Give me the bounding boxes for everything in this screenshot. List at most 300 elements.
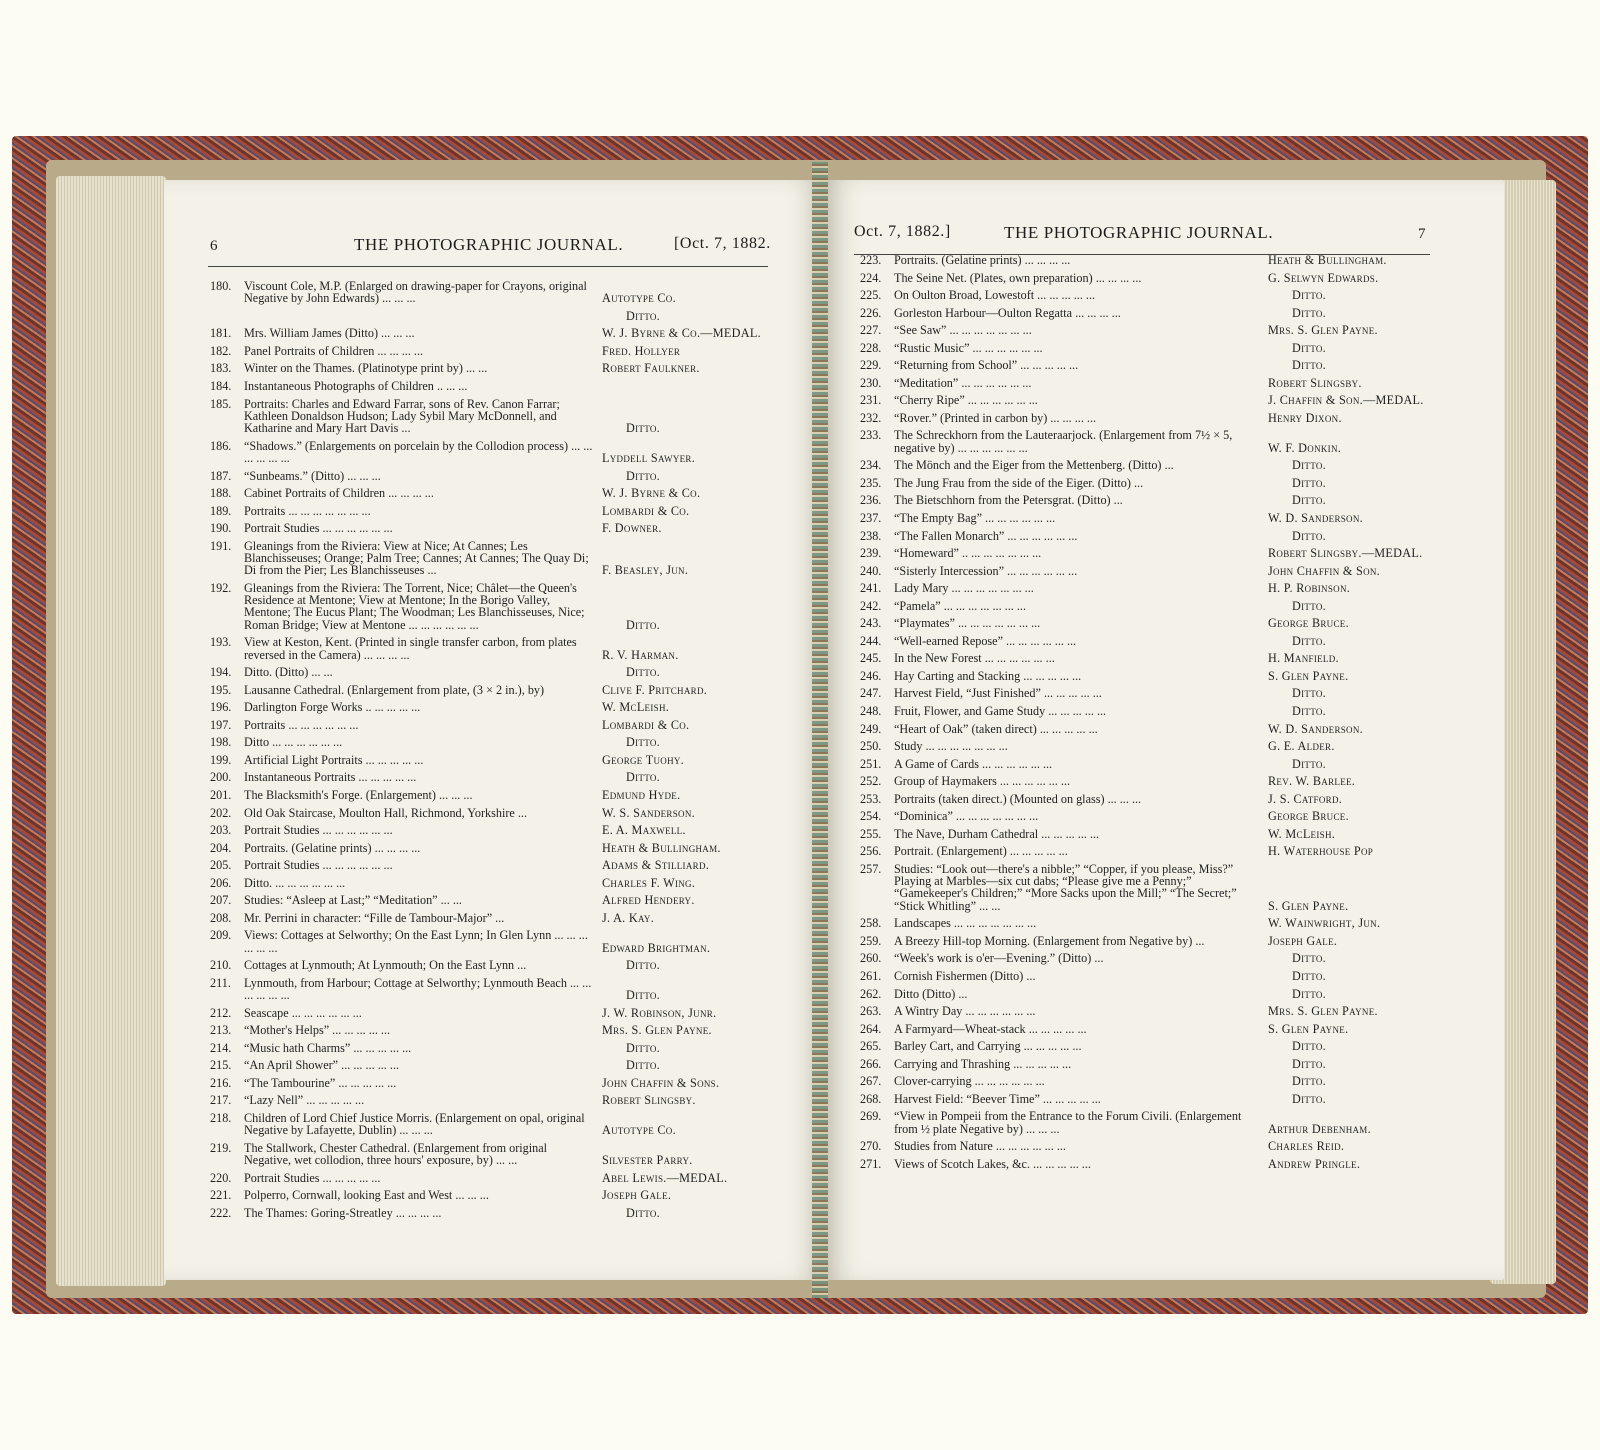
entry-exhibitor: Alfred Hendery.	[602, 894, 695, 907]
catalogue-entry	[210, 684, 810, 696]
right-page	[824, 180, 1504, 1280]
entry-number: 256.	[860, 844, 882, 859]
entry-title: Portrait Studies ... ... ... ... ... ...	[244, 521, 393, 536]
entry-exhibitor: Mrs. S. Glen Payne.	[602, 1024, 712, 1037]
catalogue-entry	[860, 793, 1492, 805]
entry-title: “Cherry Ripe” ... ... ... ... ... ...	[894, 393, 1038, 408]
entry-exhibitor: Lyddell Sawyer.	[602, 452, 696, 465]
entry-number: 207.	[210, 893, 232, 908]
entry-exhibitor: Robert Slingsby.—MEDAL.	[1268, 547, 1423, 560]
entry-number: 194.	[210, 665, 232, 680]
right-page-number: 7	[1418, 226, 1426, 242]
catalogue-entry	[860, 307, 1492, 319]
entry-number: 268.	[860, 1091, 882, 1106]
entry-exhibitor: W. McLeish.	[1268, 827, 1336, 841]
catalogue-entry	[210, 1142, 810, 1167]
catalogue-entry	[860, 1093, 1492, 1105]
entry-title: Studies: “Asleep at Last;” “Meditation” ... ...	[244, 893, 462, 908]
entry-exhibitor: W. J. Byrne & Co.	[602, 487, 701, 500]
entry-title: The Seine Net. (Plates, own preparation) ... ... ... ...	[894, 270, 1142, 285]
entry-number: 210.	[210, 958, 232, 973]
catalogue-entry	[860, 705, 1492, 717]
catalogue-entry	[210, 789, 810, 801]
catalogue-entry	[210, 470, 810, 482]
entry-exhibitor: Fred. Hollyer	[602, 344, 681, 358]
catalogue-entry	[210, 824, 810, 836]
entry-number: 271.	[860, 1156, 882, 1171]
entry-number: 182.	[210, 343, 232, 358]
entry-title: “Lazy Nell” ... ... ... ... ...	[244, 1093, 365, 1108]
entry-title: Clover-carrying ... ... ... ... ... ...	[894, 1074, 1045, 1089]
right-entries-list	[860, 254, 1492, 1175]
entry-number: 214.	[210, 1040, 232, 1055]
entry-title: Panel Portraits of Children ... ... ... ...	[244, 343, 424, 358]
catalogue-entry	[860, 723, 1492, 735]
entry-number: 229.	[860, 358, 882, 373]
book-spine	[812, 162, 828, 1298]
entry-exhibitor: John Chaffin & Sons.	[602, 1076, 720, 1090]
entry-title: Lady Mary ... ... ... ... ... ... ...	[894, 581, 1034, 596]
entry-exhibitor: W. J. Byrne & Co.—MEDAL.	[602, 327, 761, 340]
catalogue-entry	[210, 719, 810, 731]
entry-title: Views of Scotch Lakes, &c. ... ... ... ... ...	[894, 1156, 1091, 1171]
entry-exhibitor: W. F. Donkin.	[1268, 441, 1342, 455]
entry-title: Ditto ... ... ... ... ... ...	[244, 735, 343, 750]
entry-title: Studies from Nature ... ... ... ... ... ...	[894, 1139, 1066, 1154]
entry-number: 239.	[860, 546, 882, 561]
catalogue-entry	[860, 324, 1492, 336]
entry-title: Portraits: Charles and Edward Farrar, sons of Rev. Canon Farrar; Kathleen Donaldson Hudson; Lady Sybil Mary McDonnell, and Katharine and Mary Hart Davis ...	[244, 396, 560, 436]
catalogue-entry	[860, 377, 1492, 389]
entry-title: Lynmouth, from Harbour; Cottage at Selworthy; Lynmouth Beach ... ... ... ... ... ...	[244, 975, 592, 1003]
entry-exhibitor: Ditto.	[1292, 306, 1326, 319]
entry-title: “Pamela” ... ... ... ... ... ... ...	[894, 598, 1027, 613]
entry-number: 252.	[860, 774, 882, 789]
entry-number: 246.	[860, 668, 882, 683]
entry-exhibitor: Arthur Debenham.	[1268, 1122, 1371, 1135]
catalogue-entry	[210, 1077, 810, 1089]
entry-number: 185.	[210, 396, 232, 411]
entry-exhibitor: Henry Dixon.	[1268, 411, 1342, 425]
entry-title: “Rustic Music” ... ... ... ... ... ...	[894, 340, 1043, 355]
entry-number: 266.	[860, 1056, 882, 1071]
entry-title: Winter on the Thames. (Platinotype print by) ... ...	[244, 361, 488, 376]
entry-exhibitor: Joseph Gale.	[1268, 934, 1338, 948]
catalogue-entry	[860, 412, 1492, 424]
catalogue-entry	[860, 1140, 1492, 1152]
catalogue-entry	[860, 758, 1492, 770]
entry-number: 255.	[860, 826, 882, 841]
entry-title: “The Tambourine” ... ... ... ... ...	[244, 1075, 397, 1090]
catalogue-entry	[210, 771, 810, 783]
catalogue-entry	[210, 859, 810, 871]
entry-exhibitor: Robert Slingsby.	[602, 1094, 696, 1107]
catalogue-entry	[860, 670, 1492, 682]
entry-exhibitor: Ditto.	[1292, 359, 1326, 372]
entry-title: “Mother's Helps” ... ... ... ... ...	[244, 1023, 391, 1038]
catalogue-entry	[210, 540, 810, 577]
entry-exhibitor: Adams & Stilliard.	[602, 859, 710, 872]
entry-number: 184.	[210, 379, 232, 394]
entry-number: 211.	[210, 975, 231, 990]
entry-exhibitor: S. Glen Payne.	[1268, 899, 1349, 913]
entry-exhibitor: S. Glen Payne.	[1268, 669, 1349, 683]
entry-title: Instantaneous Portraits ... ... ... ... ...	[244, 770, 417, 785]
entry-title: A Farmyard—Wheat-stack ... ... ... ... ...	[894, 1021, 1087, 1036]
entry-title: “Well-earned Repose” ... ... ... ... ... ...	[894, 633, 1077, 648]
entry-exhibitor: S. Glen Payne.	[1268, 1022, 1349, 1035]
entry-number: 189.	[210, 503, 232, 518]
catalogue-entry	[860, 254, 1492, 266]
entry-title: “Playmates” ... ... ... ... ... ... ...	[894, 616, 1041, 631]
entry-title: Lausanne Cathedral. (Enlargement from plate, (3 × 2 in.), by)	[244, 682, 545, 697]
entry-exhibitor: Ditto.	[1292, 1057, 1326, 1070]
entry-title: Old Oak Staircase, Moulton Hall, Richmond, Yorkshire ...	[244, 805, 527, 820]
catalogue-entry	[860, 952, 1492, 964]
catalogue-entry	[210, 345, 810, 357]
entry-number: 196.	[210, 700, 232, 715]
entry-title: Portrait. (Enlargement) ... ... ... ... ...	[894, 844, 1068, 859]
entry-number: 217.	[210, 1093, 232, 1108]
entry-exhibitor: Ditto.	[626, 618, 660, 632]
entry-title: “Shadows.” (Enlargements on porcelain by the Collodion process) ... ... ... ... ... ...	[244, 438, 593, 466]
catalogue-entry	[860, 740, 1492, 752]
entry-exhibitor: Ditto.	[626, 422, 660, 435]
entry-number: 236.	[860, 493, 882, 508]
entry-number: 249.	[860, 721, 882, 736]
entry-exhibitor: Ditto.	[626, 989, 660, 1002]
entry-title: Ditto. (Ditto) ... ...	[244, 665, 333, 680]
entry-title: Portrait Studies ... ... ... ... ... ...	[244, 858, 393, 873]
entry-exhibitor: John Chaffin & Son.	[1268, 564, 1381, 577]
entry-title: Artificial Light Portraits ... ... ... ... ...	[244, 752, 424, 767]
catalogue-entry	[860, 935, 1492, 947]
entry-title: Views: Cottages at Selworthy; On the East Lynn; In Glen Lynn ... ... ... ... ... ...	[244, 928, 588, 955]
entry-title: Harvest Field, “Just Finished” ... ... ... ... ...	[894, 686, 1102, 701]
entry-exhibitor: Ditto.	[626, 666, 660, 679]
entry-number: 188.	[210, 486, 232, 501]
entry-exhibitor: Ditto.	[626, 1206, 660, 1219]
entry-title: Study ... ... ... ... ... ... ...	[894, 739, 1008, 754]
catalogue-entry	[860, 810, 1492, 822]
entry-title: Instantaneous Photographs of Children .. ... ...	[244, 379, 468, 394]
entry-exhibitor: H. Waterhouse Pop	[1268, 845, 1374, 858]
entry-title: Fruit, Flower, and Game Study ... ... ... ... ...	[894, 703, 1107, 718]
entry-exhibitor: Ditto.	[1292, 289, 1326, 302]
entry-title: Studies: “Look out—there's a nibble;” “Copper, if you please, Miss?” Playing at Marbles—six cut dabs; “Please give me a Penny;” “Gamekeeper's Children;” “More Sacks upon the Mill;” “The Secret;” “Stick Whitling” ... ...	[894, 861, 1237, 913]
catalogue-entry	[210, 1172, 810, 1184]
entry-number: 226.	[860, 305, 882, 320]
catalogue-entry	[860, 394, 1492, 406]
entry-title: On Oulton Broad, Lowestoft ... ... ... ... ...	[894, 288, 1096, 303]
catalogue-entry	[860, 1058, 1492, 1070]
entry-number: 228.	[860, 340, 882, 355]
entry-number: 253.	[860, 791, 882, 806]
entry-exhibitor: Ditto.	[1292, 1040, 1326, 1053]
entry-number: 209.	[210, 928, 232, 943]
catalogue-entry	[860, 582, 1492, 594]
entry-number: 235.	[860, 475, 882, 490]
entry-title: “See Saw” ... ... ... ... ... ... ...	[894, 323, 1032, 338]
catalogue-entry	[860, 494, 1492, 506]
entry-number: 183.	[210, 361, 232, 376]
entry-title: Hay Carting and Stacking ... ... ... ... ...	[894, 668, 1082, 683]
entry-exhibitor: J. Chaffin & Son.—MEDAL.	[1268, 394, 1424, 407]
entry-title: “View in Pompeii from the Entrance to the Forum Civili. (Enlargement from ½ plate Negative by) ... ... ...	[894, 1109, 1242, 1136]
entry-exhibitor: Charles F. Wing.	[602, 876, 696, 890]
catalogue-entry	[860, 530, 1492, 542]
entry-title: “The Empty Bag” ... ... ... ... ... ...	[894, 510, 1056, 525]
entry-number: 261.	[860, 968, 882, 983]
entry-exhibitor: Ditto.	[1292, 476, 1326, 490]
catalogue-entry	[860, 359, 1492, 371]
entry-title: In the New Forest ... ... ... ... ... ...	[894, 651, 1055, 666]
entry-title: Cottages at Lynmouth; At Lynmouth; On the East Lynn ...	[244, 958, 527, 973]
entry-number: 270.	[860, 1139, 882, 1154]
right-page-header	[824, 218, 1504, 248]
catalogue-entry	[210, 736, 810, 748]
entry-number: 262.	[860, 986, 882, 1001]
entry-title: Portraits ... ... ... ... ... ...	[244, 717, 359, 732]
catalogue-entry	[860, 565, 1492, 577]
entry-title: “The Fallen Monarch” ... ... ... ... ... ...	[894, 528, 1078, 543]
catalogue-entry	[860, 617, 1492, 629]
entry-exhibitor: R. V. Harman.	[602, 648, 679, 661]
catalogue-entry	[860, 635, 1492, 647]
entry-title: “Heart of Oak” (taken direct) ... ... ... ... ...	[894, 721, 1098, 736]
entry-number: 199.	[210, 752, 232, 767]
entry-title: View at Keston, Kent. (Printed in single transfer carbon, from plates reversed in the Camera) ... ... ... ...	[244, 635, 577, 662]
entry-exhibitor: Lombardi & Co.	[602, 718, 690, 732]
entry-exhibitor: Autotype Co.	[602, 292, 676, 305]
entry-title: Group of Haymakers ... ... ... ... ... ...	[894, 774, 1071, 789]
entry-exhibitor: Ditto.	[1292, 529, 1326, 542]
entry-number: 204.	[210, 840, 232, 855]
entry-number: 192.	[210, 580, 232, 595]
catalogue-entry	[860, 845, 1492, 857]
catalogue-entry	[860, 272, 1492, 284]
entry-number: 224.	[860, 270, 882, 285]
catalogue-entry	[860, 547, 1492, 559]
entry-number: 222.	[210, 1205, 232, 1220]
entry-number: 187.	[210, 468, 232, 483]
right-page-date: Oct. 7, 1882.]	[854, 223, 951, 240]
left-page-header	[164, 230, 824, 260]
catalogue-entry	[860, 1005, 1492, 1017]
entry-exhibitor: Mrs. S. Glen Payne.	[1268, 324, 1378, 337]
catalogue-entry	[210, 1024, 810, 1036]
catalogue-entry	[860, 652, 1492, 664]
entry-exhibitor: Ditto.	[1292, 952, 1326, 965]
entry-number: 231.	[860, 393, 882, 408]
entry-title: The Blacksmith's Forge. (Enlargement) ... ... ...	[244, 788, 473, 802]
catalogue-entry	[210, 701, 810, 713]
entry-title: “Sisterly Intercession” ... ... ... ... ... ...	[894, 563, 1078, 578]
entry-number: 221.	[210, 1188, 232, 1203]
entry-number: 227.	[860, 323, 882, 338]
entry-exhibitor: Rev. W. Barlee.	[1268, 775, 1356, 788]
entry-title: Cabinet Portraits of Children ... ... ... ...	[244, 486, 434, 501]
entry-exhibitor: Ditto.	[626, 309, 660, 323]
catalogue-entry	[210, 1042, 810, 1054]
entry-number: 206.	[210, 875, 232, 890]
catalogue-entry	[210, 1007, 810, 1019]
entry-exhibitor: W. S. Sanderson.	[602, 806, 695, 819]
entry-title: A Wintry Day ... ... ... ... ... ...	[894, 1004, 1036, 1019]
entry-number: 208.	[210, 910, 232, 925]
left-running-title: THE PHOTOGRAPHIC JOURNAL.	[354, 235, 624, 254]
entry-number: 203.	[210, 823, 232, 838]
entry-title: Landscapes ... ... ... ... ... ... ...	[894, 916, 1037, 931]
entry-number: 241.	[860, 581, 882, 596]
catalogue-entry	[860, 477, 1492, 489]
catalogue-entry	[860, 1158, 1492, 1170]
entry-title: Portrait Studies ... ... ... ... ...	[244, 1170, 381, 1185]
entry-number: 202.	[210, 805, 232, 820]
catalogue-entry	[210, 310, 810, 322]
entry-number: 181.	[210, 326, 232, 341]
entry-title: The Jung Frau from the side of the Eiger. (Ditto) ...	[894, 475, 1144, 490]
entry-exhibitor: Ditto.	[626, 771, 660, 784]
catalogue-entry	[860, 863, 1492, 912]
entry-exhibitor: Autotype Co.	[602, 1124, 676, 1137]
entry-number: 238.	[860, 528, 882, 543]
left-page-date: [Oct. 7, 1882.	[674, 235, 771, 252]
catalogue-entry	[860, 512, 1492, 524]
entry-title: Portraits ... ... ... ... ... ... ...	[244, 503, 371, 518]
catalogue-entry	[210, 842, 810, 854]
entry-exhibitor: Ditto.	[1292, 969, 1326, 983]
entry-number: 248.	[860, 703, 882, 718]
entry-exhibitor: Charles Reid.	[1268, 1140, 1345, 1153]
book-cover	[12, 136, 1588, 1314]
entry-title: Barley Cart, and Carrying ... ... ... ... ...	[894, 1039, 1082, 1054]
catalogue-entry	[860, 775, 1492, 787]
entry-exhibitor: Ditto.	[626, 959, 660, 972]
entry-number: 219.	[210, 1140, 232, 1155]
entry-number: 269.	[860, 1109, 882, 1124]
catalogue-entry	[210, 362, 810, 374]
entry-title: Ditto (Ditto) ...	[894, 986, 968, 1001]
catalogue-entry	[210, 959, 810, 971]
entry-title: “Returning from School” ... ... ... ... ...	[894, 358, 1079, 373]
entry-number: 225.	[860, 288, 882, 303]
entry-number: 244.	[860, 633, 882, 648]
catalogue-entry	[210, 1189, 810, 1201]
catalogue-entry	[210, 380, 810, 392]
entry-number: 267.	[860, 1074, 882, 1089]
catalogue-entry	[210, 807, 810, 819]
entry-title: “Homeward” .. ... ... ... ... ... ...	[894, 546, 1042, 561]
entry-number: 265.	[860, 1039, 882, 1054]
entry-title: The Schreckhorn from the Lauteraarjock. (Enlargement from 7½ × 5, negative by) ... ... ... ... ... ...	[894, 428, 1233, 455]
entry-title: Polperro, Cornwall, looking East and West ... ... ...	[244, 1188, 489, 1203]
entry-number: 263.	[860, 1004, 882, 1019]
entry-exhibitor: Ditto.	[1292, 987, 1326, 1000]
entry-title: Portraits (taken direct.) (Mounted on glass) ... ... ...	[894, 791, 1142, 806]
entry-number: 216.	[210, 1075, 232, 1090]
entry-exhibitor: Abel Lewis.—MEDAL.	[602, 1171, 728, 1184]
catalogue-entry	[860, 687, 1492, 699]
right-running-title: THE PHOTOGRAPHIC JOURNAL.	[1004, 223, 1274, 242]
entry-title: Portraits. (Gelatine prints) ... ... ... ...	[244, 840, 421, 855]
entry-title: Cornish Fishermen (Ditto) ...	[894, 968, 1036, 983]
catalogue-entry	[210, 666, 810, 678]
catalogue-entry	[210, 487, 810, 499]
entry-title: Portraits. (Gelatine prints) ... ... ... ...	[894, 253, 1071, 267]
catalogue-entry	[860, 917, 1492, 929]
entry-title: Seascape ... ... ... ... ... ...	[244, 1005, 362, 1020]
entry-number: 220.	[210, 1170, 232, 1185]
entry-number: 237.	[860, 510, 882, 525]
entry-title: Mrs. William James (Ditto) ... ... ...	[244, 326, 415, 341]
entry-title: The Thames: Goring-Streatley ... ... ... ...	[244, 1205, 442, 1220]
entry-exhibitor: Ditto.	[1292, 687, 1326, 700]
catalogue-entry	[210, 977, 810, 1002]
entry-exhibitor: F. Downer.	[602, 522, 662, 535]
entry-title: Ditto. ... ... ... ... ... ...	[244, 875, 346, 890]
catalogue-entry	[210, 1059, 810, 1071]
catalogue-entry	[210, 877, 810, 889]
entry-number: 230.	[860, 375, 882, 390]
catalogue-entry	[210, 754, 810, 766]
entry-number: 254.	[860, 809, 882, 824]
page-edges-left	[56, 176, 166, 1286]
catalogue-entry	[210, 505, 810, 517]
entry-title: Carrying and Thrashing ... ... ... ... ...	[894, 1056, 1072, 1071]
catalogue-entry	[210, 1207, 810, 1219]
entry-exhibitor: F. Beasley, Jun.	[602, 564, 689, 577]
entry-title: The Stallwork, Chester Cathedral. (Enlargement from original Negative, wet collodion, three hours' exposure, by) ... ...	[244, 1140, 548, 1168]
catalogue-entry	[210, 327, 810, 339]
left-page	[164, 180, 824, 1280]
catalogue-entry	[860, 429, 1492, 454]
catalogue-entry	[210, 1094, 810, 1106]
entry-title: “Week's work is o'er—Evening.” (Ditto) ...	[894, 951, 1104, 966]
entry-exhibitor: George Tuohy.	[602, 753, 685, 767]
entry-title: A Game of Cards ... ... ... ... ... ...	[894, 756, 1053, 771]
entry-title: “Sunbeams.” (Ditto) ... ... ...	[244, 468, 381, 483]
entry-number: 190.	[210, 521, 232, 536]
entry-exhibitor: Ditto.	[626, 469, 660, 482]
catalogue-entry	[860, 289, 1492, 301]
entry-number: 257.	[860, 861, 882, 876]
catalogue-entry	[860, 1040, 1492, 1052]
entry-exhibitor: Ditto.	[1292, 757, 1326, 770]
entry-number: 193.	[210, 635, 232, 650]
catalogue-entry	[210, 522, 810, 534]
entry-number: 247.	[860, 686, 882, 701]
entry-title: The Mönch and the Eiger from the Mettenberg. (Ditto) ...	[894, 458, 1174, 473]
catalogue-entry	[860, 1110, 1492, 1135]
entry-exhibitor: W. D. Sanderson.	[1268, 511, 1364, 525]
entry-number: 260.	[860, 951, 882, 966]
entry-number: 200.	[210, 770, 232, 785]
catalogue-entry	[210, 280, 810, 305]
entry-exhibitor: Robert Slingsby.	[1268, 376, 1362, 390]
entry-title: “Music hath Charms” ... ... ... ... ...	[244, 1040, 412, 1055]
entry-exhibitor: G. Selwyn Edwards.	[1268, 271, 1379, 284]
entry-exhibitor: Ditto.	[1292, 459, 1326, 472]
entry-title: “Rover.” (Printed in carbon by) ... ... ... ...	[894, 410, 1097, 425]
entry-exhibitor: Heath & Bullingham.	[602, 841, 721, 854]
entry-exhibitor: Ditto.	[1292, 599, 1326, 612]
catalogue-entry	[210, 582, 810, 631]
entry-number: 259.	[860, 933, 882, 948]
entry-number: 213.	[210, 1023, 232, 1038]
entry-number: 243.	[860, 616, 882, 631]
entry-exhibitor: Ditto.	[1292, 341, 1326, 355]
